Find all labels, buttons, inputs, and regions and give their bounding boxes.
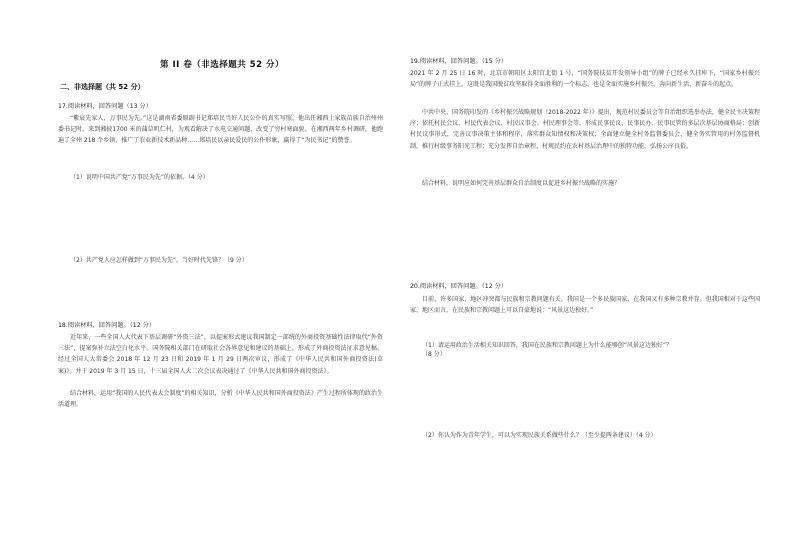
question-17-sub1: （1）说明中国共产党“万事民为先”的依据。（4 分） [70,174,209,181]
question-17-heading: 17.阅读材料，回答问题（13 分） [58,103,152,110]
question-20-sub2: （2）你认为作为青年学生，可以为实现民族关系做些什么？（至少提两条建议）（4 分） [422,432,657,439]
question-20-sub1 [422,340,762,358]
part-two-title: 第 II 卷（非选择题共 52 分） [160,60,284,70]
question-19-prompt: 结合材料，说明应如何完善基层群众自治制度以促进乡村振兴战略的实施？ [422,180,621,187]
question-18-material: 近年来，一些全国人大代表下基层调研“外资三法”，以提案形式建议我国制定一部统的外商投资基础性法律取代“外资三法”，提案弥补立法空白化水平。国务院相关部门在研取社会各界意见和建议的基础上，形成了外商投资法征求意见稿。经过全国人大常委会 2018 年 12 月 23 日和 2019 年 1 月 29 日两次审议，形成了《中华人民共和国外商投资法(草案)》。并于 2019 年 3 月 15 日，十三届全国人大二次会议表决通过了《中华人民共和国外商投资法》。 [58,334,383,375]
question-20-sub1-line2: （8 分） [422,351,446,358]
question-20-heading: 20.阅读材料，回答问题。（12 分） [410,283,508,290]
question-17-sub2: （2）共产党人应怎样做到“万事民为先”，当好时代先锋？（9 分） [70,257,248,264]
section-heading: 二、非选择题（共 52 分） [60,83,145,91]
question-19-material-2: 中共中央、国务院印发的《乡村振兴战略规划（2018-2022 年）》提出，规范村民委员会等自治组织选举办法，健全民主决策程序；依托村民会议、村民代表会议、村民议事会、村民理事会等，形成民事民议、民事民办、民事民管的多层次基层协商格局；创新村民议事形式，完善议事决策主体和程序，落实群众知情权和决策权；全面建立健全村务监督委员会，健全务实管用的村务监督机制，推行村级事务阳光工程；充分发挥自治章程、村规民约在农村基层治理中的独特功能，弘扬公序良俗。 [410,109,760,150]
question-18-prompt: 结合材料，运用“我国的人民代表大会制度”的相关知识，分析《中华人民共和国外商投资法》产生过程所体现的政治生活道理。 [58,390,383,409]
question-19-heading: 19.阅读材料，回答问题。（15 分） [410,58,508,65]
question-20-material: 目前，许多国家、地区冲突都与民族和宗教问题有关。我国是一个多民族国家，在我国又有多种宗教并存。但我国相对于这些国家、地区而言，在民族和宗教问题上可以自豪地说：“风景这边独好。” [410,296,760,315]
question-20-sub1-line1: （1）请运用政治生活相关知识回答，我国在民族和宗教问题上为什么能够创“风景这边独好”？ [422,342,673,349]
question-17-material: “紫宸先家人，万事民为先。”这是湖南省委原副书记郑培民当好人民公仆的真实写照。他出任湘西土家族苗族自治州州委书记时，来到湘披1700 米的蒲草叽仁村，为观看解决了水电交通问题，改变了穷村寒面貌。在湘西两年乡村调研，他跑遍了全州 218 个乡镇，推广了农业新技术新品种……郑培民以亲民爱民的公仆形象，赢得了“为民书记”的赞誉。 [58,115,383,145]
question-19-material-1: 2021 年 2 月 25 日 16 时，北京市朝阳区太阳宫北街 1 号，“国务院扶贫开发领导小组”的牌子已经永久挂库下，“国家乡村振兴局”的牌子正式挂上。这既是我国脱贫攻坚取得全面胜利的一个标志，也是全面实施乡村振兴，奔向新生活、新奋斗的起点。 [410,70,760,89]
question-18-heading: 18.阅读材料，回答问题。（12 分） [58,322,156,329]
